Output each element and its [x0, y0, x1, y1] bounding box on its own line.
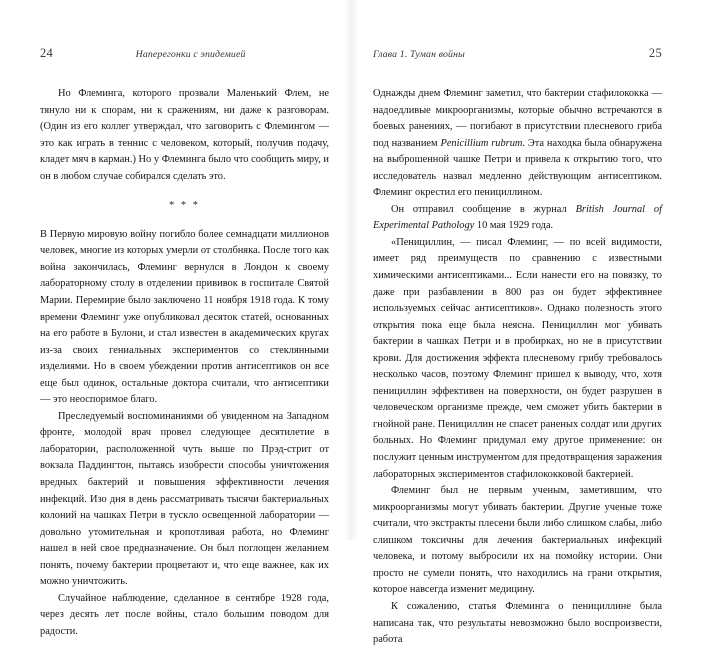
- right-running-head: [373, 44, 662, 62]
- left-page: [0, 0, 351, 637]
- paragraph: В Первую мировую войну погибло более семнадцати миллионов человек, многие из которых умерли от столбняка. После того как война закончилась, Флеминг вернулся в Лондон к своему лабораторному столу в отделении прививок в госпитале Святой Марии. Перемирие было заключено 11 ноября 1918 года. К тому времени Флеминг уже опубликовал десяток статей, основанных на его работе в Булони, и стал известен в академических кругах из-за своих гениальных экспериментов со стеклянными изделиями. Но в своем убеждении против антисептиков он все еще был одинок, остальные доктора считали, что антисептики — это неоспоримое благо.: [40, 228, 329, 406]
- right-text-block: [373, 86, 662, 649]
- left-text-block: [40, 86, 329, 641]
- paragraph: К сожалению, статья Флеминга о пенициллине была написана так, что результаты невозможно было воспроизвести, работа: [373, 600, 662, 646]
- paragraph-text-run: Он отправил сообщение в журнал: [391, 203, 576, 215]
- paragraph-text-run: . Эта находка была обнаружена на выброшенной чашке Петри и привела к открытию того, что исследователь назвал медленно действующим антисептиком. Флеминг окрестил его пенициллином.: [373, 137, 662, 199]
- right-header-title: Глава 1. Туман войны: [373, 49, 465, 60]
- paragraph: Флеминг был не первым ученым, заметившим, что микроорганизмы могут убивать бактерии. Другие ученые тоже считали, что экстракты плесени были либо слишком слабы, либо слишком токсичны для лечения бактериальных инфекций человека, и потому выбросили их на помойку истории. Они просто не сумели понять, что находились на грани открытия, которое навсегда изменит медицину.: [373, 485, 662, 596]
- left-header-title: Наперегонки с эпидемией: [135, 49, 246, 60]
- species-name-italic: Penicillium rubrum: [440, 137, 523, 149]
- paragraph: Но Флеминга, которого прозвали Маленький Флем, не тянуло ни к спорам, ни к сражениям, ни даже к разговорам. (Один из его коллег утверждал, что заговорить с Флемингом — это как играть в теннис с человеком, который, получив подачу, кладет мяч в карман.) Но у Флеминга было что сообщить миру, и он в любом случае собирался сделать это.: [40, 88, 329, 182]
- left-running-head: [40, 44, 329, 62]
- paragraph-text-run: 10 мая 1929 года.: [474, 220, 554, 232]
- paragraph: [373, 86, 662, 202]
- paragraph: Преследуемый воспоминаниями об увиденном на Западном фронте, молодой врач провел следующее десятилетие в лаборатории, расположенной чуть выше по Прэд-стрит от вокзала Паддингтон, пытаясь изобрести способы уничтожения вредных бактерий и повышения эффективности лечения инфекций. Изо дня в день рассматривать тысячи бактериальных колоний на чашках Петри в тускло освещенной лаборатории — довольно утомительная и кропотливая работа, но Флеминг нашел в ней свое предназначение. Он был поглощен желанием понять, почему бактерии процветают и, что еще важнее, как их можно уничтожить.: [40, 410, 329, 588]
- journal-name-italic: British Journal of Experimental Pathology: [373, 203, 662, 232]
- right-page-number: 25: [648, 46, 662, 60]
- left-page-number: 24: [40, 46, 54, 60]
- right-page: [351, 0, 702, 646]
- paragraph: [373, 202, 662, 235]
- section-separator: * * *: [169, 200, 200, 212]
- paragraph-text-run: Однажды днем Флеминг заметил, что бактерии стафилококка — надоедливые микроорганизмы, которые обычно встречаются в боевых ранениях, — погибают в присутствии плесневого гриба под названием: [373, 88, 662, 149]
- paragraph: Случайное наблюдение, сделанное в сентябре 1928 года, через десять лет после войны, стало большим поводом для радости.: [40, 592, 329, 637]
- paragraph: «Пенициллин, — писал Флеминг, — по всей видимости, имеет ряд преимуществ по сравнению с известными химическими антисептиками... Если нанести его на повязку, то даже при разбавлении в 800 раз он будет эффективнее используемых сейчас антисептиков». Однако полезность этого открытия пока еще была неясна. Пенициллин мог убивать бактерии в чашках Петри и в пробирках, но не в присутствии крови. Для достижения эффекта плесневому грибу требовалось несколько часов, поэтому Флеминг пришел к выводу, что, хотя пенициллин эффективен на поверхности, он будет разрушен в человеческом организме прежде, чем сможет убить бактерии в гнойной ране. Пенициллин не спасет раненых солдат или других больных. Но Флеминг придумал ему другое применение: он послужит ценным инструментом для предотвращения заражения лабораторных экспериментов стафилококковой бактерией.: [373, 236, 662, 480]
